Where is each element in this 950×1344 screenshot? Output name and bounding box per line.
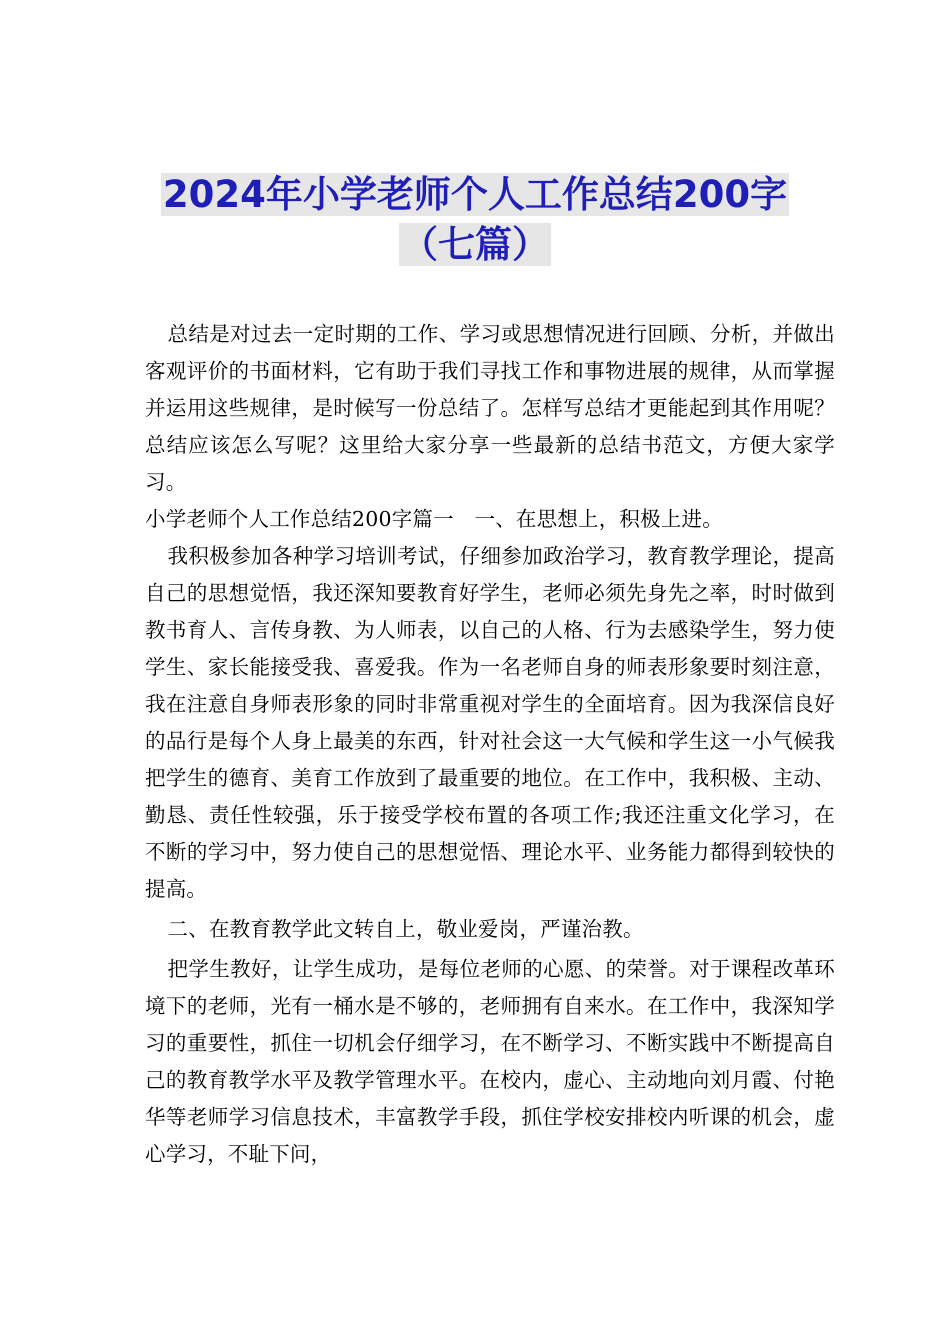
title-line-1-text: 2024年小学老师个人工作总结200字 <box>162 173 788 216</box>
document-body <box>145 316 835 1173</box>
paragraph-thought: 我积极参加各种学习培训考试，仔细参加政治学习，教育教学理论，提高自己的思想觉悟，我还深知要教育好学生，老师必须先身先之率，时时做到教书育人、言传身教、为人师表，以自己的人格、行为去感染学生，努力使学生、家长能接受我、喜爱我。作为一名老师自身的师表形象要时刻注意，我在注意自身师表形象的同时非常重视对学生的全面培育。因为我深信良好的品行是每个人身上最美的东西，针对社会这一大气候和学生这一小气候我把学生的德育、美育工作放到了最重要的地位。在工作中，我积极、主动、勤恳、责任性较强，乐于接受学校布置的各项工作;我还注重文化学习，在不断的学习中，努力使自己的思想觉悟、理论水平、业务能力都得到较快的提高。 <box>145 544 835 901</box>
title-line-2 <box>0 222 950 268</box>
title-line-2-text: （七篇） <box>401 223 549 266</box>
paragraph-section-heading: 小学老师个人工作总结200字篇一 一、在思想上，积极上进。 <box>145 507 723 531</box>
document-title <box>0 172 950 268</box>
paragraph-teaching: 把学生教好，让学生成功，是每位老师的心愿、的荣誉。对于课程改革环境下的老师，光有一桶水是不够的，老师拥有自来水。在工作中，我深知学习的重要性，抓住一切机会仔细学习，在不断学习、不断实践中不断提高自己的教育教学水平及教学管理水平。在校内，虚心、主动地向刘月霞、付艳华等老师学习信息技术，丰富教学手段，抓住学校安排校内听课的机会，虚心学习，不耻下问， <box>145 957 835 1166</box>
paragraph-heading-2: 二、在教育教学此文转自上，敬业爱岗，严谨治教。 <box>167 917 644 941</box>
paragraph-intro: 总结是对过去一定时期的工作、学习或思想情况进行回顾、分析，并做出客观评价的书面材料，它有助于我们寻找工作和事物进展的规律，从而掌握并运用这些规律，是时候写一份总结了。怎样写总结才更能起到其作用呢？总结应该怎么写呢？这里给大家分享一些最新的总结书范文，方便大家学习。 <box>145 322 835 494</box>
title-line-1 <box>0 172 950 218</box>
